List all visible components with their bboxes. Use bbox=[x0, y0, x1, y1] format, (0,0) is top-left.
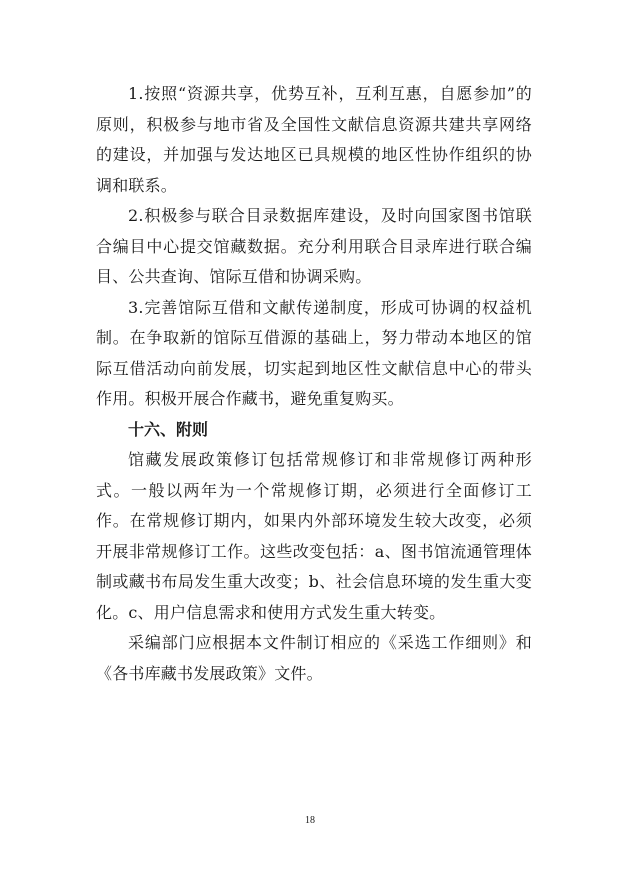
section-heading: 十六、附则 bbox=[128, 419, 209, 439]
page-number: 18 bbox=[305, 815, 315, 826]
paragraph-3: 3.完善馆际互借和文献传递制度，形成可协调的权益机制。在争取新的馆际互借源的基础上，努力带动本地区的馆际互借活动向前发展，切实起到地区性文献信息中心的带头作用。积极开展合作藏书，避免重复购买。 bbox=[96, 297, 532, 408]
section-paragraph-2: 采编部门应根据本文件制订相应的《采选工作细则》和《各书库藏书发展政策》文件。 bbox=[96, 633, 532, 683]
document-body bbox=[96, 79, 532, 689]
section-paragraph-1: 馆藏发展政策修订包括常规修订和非常规修订两种形式。一般以两年为一个常规修订期，必须进行全面修订工作。在常规修订期内，如果内外部环境发生较大改变，必须开展非常规修订工作。这些改变包括：a、图书馆流通管理体制或藏书布局发生重大改变；b、社会信息环境的发生重大变化。c、用户信息需求和使用方式发生重大转变。 bbox=[96, 450, 532, 622]
paragraph-1: 1.按照“资源共享，优势互补，互利互惠，自愿参加”的原则，积极参与地市省及全国性文献信息资源共建共享网络的建设，并加强与发达地区已具规模的地区性协作组织的协调和联系。 bbox=[96, 84, 532, 195]
paragraph-2: 2.积极参与联合目录数据库建设，及时向国家图书馆联合编目中心提交馆藏数据。充分利用联合目录库进行联合编目、公共查询、馆际互借和协调采购。 bbox=[96, 206, 532, 286]
